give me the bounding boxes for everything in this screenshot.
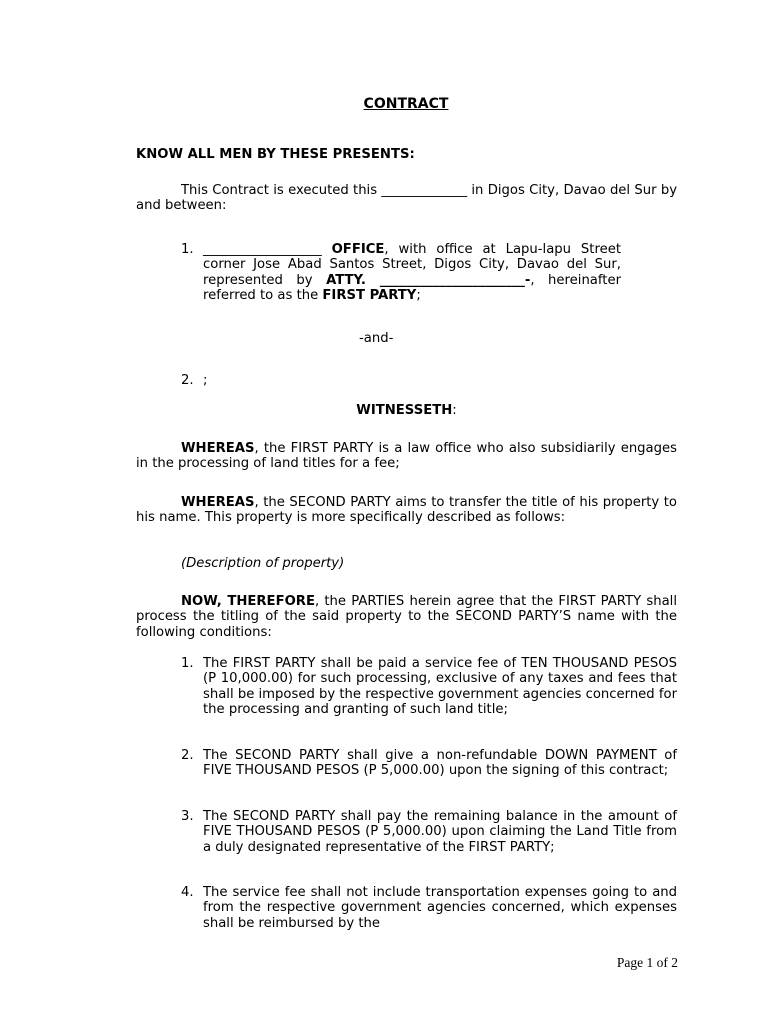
witnesseth-colon: : [452,403,457,418]
party-2-text: ; [203,373,208,388]
witnesseth-heading [136,403,677,418]
property-description: (Description of property) [181,556,345,571]
party-1-first-party: FIRST PARTY [322,288,417,304]
condition-2-number: 2. [181,748,194,763]
party-1-text-1: , with office at Lapu-lapu Street corner Jose Abad Santos Street, Digos City, Davao del Sur, represented by [203,242,621,288]
now-therefore-label: NOW, THEREFORE [181,594,315,609]
now-therefore-text: , the PARTIES herein agree that the FIRST PARTY shall process the titling of the said property to the SECOND PARTY’S name with the following conditions: [136,594,677,640]
party-1-text-3: ; [416,288,421,304]
whereas-2-paragraph [136,495,677,526]
and-separator: -and- [359,331,394,346]
party-1-office: OFFICE [331,242,385,257]
whereas-1-text: , the FIRST PARTY is a law office who also subsidiarily engages in the processing of land titles for a fee; [136,441,677,472]
whereas-1-paragraph [136,441,677,472]
party-1-blank: __________________ [203,242,322,257]
party-1-paragraph [203,242,621,304]
whereas-2-label: WHEREAS [181,495,255,510]
page-number-footer: Page 1 of 2 [616,955,678,970]
condition-4-number: 4. [181,885,194,900]
party-1-number: 1. [181,242,194,257]
whereas-2-text: , the SECOND PARTY aims to transfer the title of his property to his name. This property is more specifically described as follows: [136,495,677,526]
intro-text: This Contract is executed this _____________ in Digos City, Davao del Sur by and between: [136,183,677,214]
party-1-atty: ATTY. ______________________- [326,272,531,288]
condition-1-text: The FIRST PARTY shall be paid a service fee of TEN THOUSAND PESOS (P 10,000.00) for such processing, exclusive of any taxes and fees that shall be imposed by the respective government agencies concerned for the processing and granting of such land title; [203,656,677,718]
party-1-text-2: , hereinafter referred to as the [203,272,621,304]
now-therefore-paragraph [136,594,677,640]
condition-4-text: The service fee shall not include transportation expenses going to and from the respective government agencies concerned, which expenses shall be reimbursed by the [203,885,677,931]
condition-3-text: The SECOND PARTY shall pay the remaining balance in the amount of FIVE THOUSAND PESOS (P 5,000.00) upon claiming the Land Title from a duly designated representative of the FIRST PARTY; [203,809,677,855]
document-title: CONTRACT [363,96,449,112]
whereas-1-label: WHEREAS [181,441,255,456]
party-2-number: 2. [181,373,194,388]
witnesseth-label: WITNESSETH [356,403,453,418]
condition-2-text: The SECOND PARTY shall give a non-refundable DOWN PAYMENT of FIVE THOUSAND PESOS (P 5,000.00) upon the signing of this contract; [203,748,677,779]
opening-heading: KNOW ALL MEN BY THESE PRESENTS: [136,147,415,162]
condition-3-number: 3. [181,809,194,824]
condition-1-number: 1. [181,656,194,671]
intro-paragraph [136,183,677,214]
